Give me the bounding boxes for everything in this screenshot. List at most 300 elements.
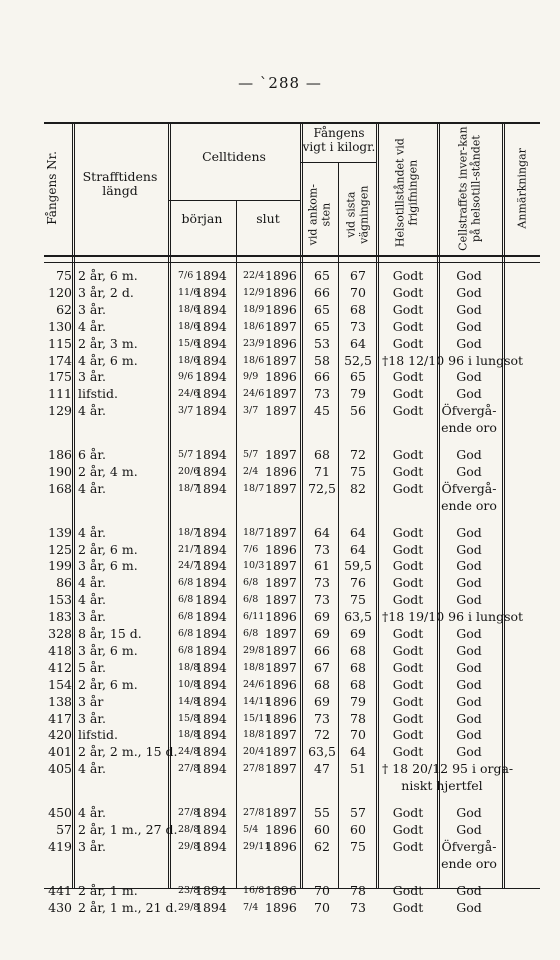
weight-arrival: 60: [314, 821, 330, 837]
health-at-release: Godt: [392, 268, 424, 283]
table-row: [0, 386, 560, 402]
header-health-release: Helsotillståndet vid frigifningen: [393, 138, 419, 248]
cell-effect: God: [456, 642, 482, 658]
weight-last: 68: [350, 676, 366, 692]
cell-effect-cont: ende oro: [441, 855, 497, 871]
prisoner-nr: 186: [48, 447, 72, 462]
cell-start-date: 6/8: [178, 644, 194, 656]
table-row: [0, 883, 560, 899]
weight-last: 51: [350, 761, 366, 777]
weight-arrival: 70: [314, 882, 330, 898]
cell-end-year: 1896: [265, 335, 297, 351]
weight-arrival: 62: [314, 838, 330, 854]
cell-effect: God: [456, 463, 482, 479]
weight-arrival: 55: [314, 805, 330, 820]
cell-start-date: 6/8: [178, 594, 194, 606]
cell-end-year: 1897: [265, 558, 297, 574]
health-at-release: Godt: [392, 693, 424, 709]
cell-end-date: 18/7: [243, 526, 265, 538]
cell-effect-cont: ende oro: [441, 420, 497, 436]
weight-arrival: 66: [314, 369, 330, 385]
cell-end-year: 1897: [265, 318, 297, 334]
cell-end-date: 24/6: [243, 678, 265, 690]
cell-end-year: 1897: [265, 626, 297, 641]
cell-start-year: 1894: [195, 899, 227, 915]
cell-end-date: 18/7: [243, 482, 265, 494]
health-at-release: Godt: [392, 335, 424, 351]
cell-start-year: 1894: [195, 592, 227, 608]
prisoner-nr: 175: [48, 369, 72, 385]
sentence-length: 5 år.: [78, 659, 106, 675]
header-bottom-rule: [44, 255, 540, 257]
prisoner-nr: 430: [48, 899, 72, 915]
cell-end-date: 7/4: [243, 901, 259, 913]
sentence-length: 2 år, 6 m.: [78, 541, 138, 557]
cell-end-date: 24/6: [243, 388, 265, 400]
health-at-release: Godt: [392, 284, 424, 300]
cell-effect: God: [456, 676, 482, 692]
cell-end-year: 1897: [265, 592, 297, 608]
cell-start-year: 1894: [195, 463, 227, 479]
sentence-length: 4 år.: [78, 524, 106, 540]
cell-end-year: 1896: [265, 301, 297, 317]
table-row: [0, 744, 560, 760]
weight-last: 70: [350, 284, 366, 300]
prisoner-nr: 120: [48, 284, 72, 300]
cell-effect: God: [456, 268, 482, 283]
cell-effect: God: [456, 541, 482, 557]
cell-start-date: 29/8: [178, 901, 200, 913]
cell-start-date: 23/8: [178, 884, 200, 896]
cell-end-year: 1897: [265, 575, 297, 591]
cell-end-year: 1897: [265, 524, 297, 540]
weight-arrival: 68: [314, 447, 330, 462]
prisoner-nr: 125: [48, 541, 72, 557]
health-at-release: Godt: [392, 805, 424, 820]
sentence-length: 3 år.: [78, 369, 106, 385]
weight-last: 75: [350, 592, 366, 608]
table-row: [0, 660, 560, 676]
prisoner-nr: 139: [48, 524, 72, 540]
cell-end-year: 1897: [265, 761, 297, 777]
cell-end-date: 10/3: [243, 560, 265, 572]
cell-effect: God: [456, 659, 482, 675]
cell-start-date: 27/8: [178, 763, 200, 775]
cell-start-date: 18/6: [178, 303, 200, 315]
weight-last: 68: [350, 659, 366, 675]
table-row: [0, 643, 560, 659]
table-row: [0, 677, 560, 693]
cell-start-year: 1894: [195, 480, 227, 496]
cell-end-year: 1896: [265, 609, 297, 625]
cell-effect: God: [456, 558, 482, 574]
cell-end-year: 1897: [265, 744, 297, 760]
table-row: [0, 542, 560, 558]
cell-start-year: 1894: [195, 642, 227, 658]
cell-end-date: 5/7: [243, 449, 259, 460]
cell-effect: Öfvergå-: [441, 838, 497, 854]
weight-last: 68: [350, 642, 366, 658]
cell-end-date: 3/7: [243, 405, 259, 417]
table-row: [0, 447, 560, 463]
table-row: [0, 575, 560, 591]
weight-arrival: 70: [314, 899, 330, 915]
prisoner-nr: 75: [56, 268, 72, 283]
cell-effect: God: [456, 592, 482, 608]
health-at-release: Godt: [392, 821, 424, 837]
sentence-length: 3 år: [78, 693, 104, 709]
table-row: [0, 822, 560, 838]
cell-start-year: 1894: [195, 805, 227, 820]
weight-arrival: 67: [314, 659, 330, 675]
table-row: [0, 609, 560, 625]
weight-arrival: 63,5: [308, 744, 336, 760]
cell-effect: God: [456, 710, 482, 726]
weight-arrival: 72: [314, 727, 330, 743]
weight-last: 68: [350, 301, 366, 317]
table-row: [0, 558, 560, 574]
cell-start-year: 1894: [195, 541, 227, 557]
weight-arrival: 47: [314, 761, 330, 777]
weight-last: 73: [350, 318, 366, 334]
cell-effect: God: [456, 369, 482, 385]
cell-end-date: 27/8: [243, 807, 265, 818]
health-at-release: Godt: [392, 882, 424, 898]
weight-last: 63,5: [344, 609, 372, 625]
weight-last: 79: [350, 386, 366, 402]
cell-start-year: 1894: [195, 626, 227, 641]
table-row: [0, 805, 560, 821]
health-at-release: Godt: [392, 626, 424, 641]
weight-last: 64: [350, 335, 366, 351]
health-at-release: Godt: [392, 592, 424, 608]
sentence-length: 2 år, 1 m., 27 d.: [78, 821, 178, 837]
weight-last: 72: [350, 447, 366, 462]
weight-arrival: 66: [314, 642, 330, 658]
weight-last: 67: [350, 268, 366, 283]
cell-start-year: 1894: [195, 301, 227, 317]
table-row-continuation: [0, 498, 560, 514]
cell-effect: God: [456, 626, 482, 641]
sentence-length: 4 år.: [78, 805, 106, 820]
cell-start-year: 1894: [195, 558, 227, 574]
cell-effect: God: [456, 882, 482, 898]
header-prisoner-nr: Fångens Nr.: [45, 151, 60, 225]
cell-start-year: 1894: [195, 284, 227, 300]
sentence-length: 3 år.: [78, 301, 106, 317]
cell-effect: God: [456, 301, 482, 317]
cell-end-date: 6/8: [243, 577, 259, 589]
sentence-length: 4 år.: [78, 592, 106, 608]
prisoner-nr: 418: [48, 642, 72, 658]
cell-effect-cont: ende oro: [441, 497, 497, 513]
health-at-release: Godt: [392, 480, 424, 496]
cell-start-date: 9/6: [178, 371, 194, 383]
table-row: [0, 302, 560, 318]
table-row: [0, 353, 560, 369]
header-weight-group: Fångens vigt i kilogr.: [302, 126, 376, 154]
cell-end-date: 12/9: [243, 286, 265, 298]
weight-last: 57: [350, 805, 366, 820]
cell-start-year: 1894: [195, 318, 227, 334]
cell-effect: God: [456, 744, 482, 760]
weight-arrival: 61: [314, 558, 330, 574]
cell-start-year: 1894: [195, 727, 227, 743]
health-at-release: Godt: [392, 301, 424, 317]
cell-end-date: 16/8: [243, 884, 265, 896]
cell-start-year: 1894: [195, 524, 227, 540]
cell-end-year: 1897: [265, 727, 297, 743]
cell-start-date: 3/7: [178, 405, 194, 417]
health-at-release: Godt: [392, 642, 424, 658]
cell-start-year: 1894: [195, 447, 227, 462]
cell-start-date: 14/8: [178, 695, 200, 707]
cell-end-year: 1896: [265, 710, 297, 726]
table-row: [0, 592, 560, 608]
cell-start-date: 24/8: [178, 746, 200, 758]
prisoner-nr: 441: [48, 882, 72, 898]
prisoner-nr: 401: [48, 744, 72, 760]
table-row: [0, 694, 560, 710]
death-note-cont: niskt hjertfel: [401, 778, 483, 794]
cell-effect: God: [456, 386, 482, 402]
cell-start-date: 15/8: [178, 712, 200, 724]
weight-arrival: 73: [314, 575, 330, 591]
cell-start-year: 1894: [195, 386, 227, 402]
cell-start-date: 18/7: [178, 482, 200, 494]
cell-end-date: 15/11: [243, 712, 271, 724]
cell-start-year: 1894: [195, 821, 227, 837]
health-at-release: Godt: [392, 541, 424, 557]
table-row: [0, 761, 560, 777]
table-row: [0, 481, 560, 497]
cell-start-year: 1894: [195, 693, 227, 709]
health-at-release: Godt: [392, 575, 424, 591]
cell-start-year: 1894: [195, 268, 227, 283]
cell-start-date: 18/6: [178, 320, 200, 332]
weight-last: 69: [350, 626, 366, 641]
sentence-length: 4 år.: [78, 403, 106, 419]
weight-last: 78: [350, 710, 366, 726]
cell-effect: God: [456, 899, 482, 915]
table-row: [0, 336, 560, 352]
cell-start-year: 1894: [195, 676, 227, 692]
cell-start-date: 18/6: [178, 354, 200, 366]
cell-start-year: 1894: [195, 575, 227, 591]
cell-end-date: 18/8: [243, 661, 265, 673]
sentence-length: 3 år, 6 m.: [78, 558, 138, 574]
weight-last: 73: [350, 899, 366, 915]
prisoner-nr: 419: [48, 838, 72, 854]
health-at-release: Godt: [392, 899, 424, 915]
sentence-length: 2 år, 4 m.: [78, 463, 138, 479]
weight-arrival: 58: [314, 352, 330, 368]
weight-arrival: 65: [314, 268, 330, 283]
cell-start-year: 1894: [195, 609, 227, 625]
prisoner-nr: 417: [48, 710, 72, 726]
weight-last: 59,5: [344, 558, 372, 574]
sentence-length: 3 år, 6 m.: [78, 642, 138, 658]
weight-arrival: 66: [314, 284, 330, 300]
cell-end-year: 1896: [265, 899, 297, 915]
cell-end-date: 29/8: [243, 644, 265, 656]
prisoner-nr: 154: [48, 676, 72, 692]
table-row-continuation: [0, 778, 560, 794]
weight-last: 75: [350, 838, 366, 854]
weight-last: 64: [350, 541, 366, 557]
weight-last: 70: [350, 727, 366, 743]
health-at-release: Godt: [392, 386, 424, 402]
prisoner-nr: 115: [48, 335, 72, 351]
health-at-release: Godt: [392, 744, 424, 760]
sentence-length: 3 år.: [78, 838, 106, 854]
sentence-length: 6 år.: [78, 447, 106, 462]
sentence-length: lifstid.: [78, 727, 119, 743]
prisoner-nr: 111: [48, 386, 72, 402]
cell-end-year: 1896: [265, 882, 297, 898]
weight-arrival: 73: [314, 592, 330, 608]
cell-end-year: 1896: [265, 463, 297, 479]
weight-last: 65: [350, 369, 366, 385]
cell-start-year: 1894: [195, 838, 227, 854]
header-weight-arrival: vid ankom-sten: [306, 183, 332, 246]
cell-time-subrule: [168, 200, 300, 201]
cell-effect: God: [456, 821, 482, 837]
cell-end-year: 1896: [265, 268, 297, 283]
health-at-release: Godt: [392, 524, 424, 540]
cell-effect: God: [456, 575, 482, 591]
weight-arrival: 71: [314, 463, 330, 479]
page-number: — ˋ288 —: [238, 74, 322, 92]
table-row: [0, 711, 560, 727]
prisoner-nr: 138: [48, 693, 72, 709]
sentence-length: 3 år.: [78, 710, 106, 726]
cell-end-year: 1897: [265, 480, 297, 496]
cell-end-date: 7/6: [243, 543, 259, 555]
table-row: [0, 525, 560, 541]
cell-start-date: 20/6: [178, 465, 200, 477]
header-sentence-length: Strafftidens längd: [82, 169, 158, 199]
weight-arrival: 73: [314, 541, 330, 557]
health-at-release: Godt: [392, 558, 424, 574]
cell-start-year: 1894: [195, 335, 227, 351]
cell-effect: God: [456, 805, 482, 820]
cell-end-date: 18/9: [243, 303, 265, 315]
weight-arrival: 45: [314, 403, 330, 419]
sentence-length: 8 år, 15 d.: [78, 626, 142, 641]
cell-start-date: 24/6: [178, 388, 200, 400]
cell-start-year: 1894: [195, 403, 227, 419]
table-row: [0, 464, 560, 480]
cell-effect: God: [456, 318, 482, 334]
health-at-release: Godt: [392, 676, 424, 692]
sentence-length: 2 år, 6 m.: [78, 676, 138, 692]
sentence-length: 2 år, 3 m.: [78, 335, 138, 351]
weight-subrule: [300, 162, 376, 163]
weight-last: 56: [350, 403, 366, 419]
cell-effect: God: [456, 727, 482, 743]
cell-start-year: 1894: [195, 659, 227, 675]
header-cell-end: slut: [256, 211, 280, 226]
header-weight-last: vid sista vägningen: [344, 185, 370, 244]
prisoner-nr: 130: [48, 318, 72, 334]
weight-last: 52,5: [344, 352, 372, 368]
prisoner-nr: 153: [48, 592, 72, 608]
sentence-length: 4 år, 6 m.: [78, 352, 138, 368]
prisoner-nr: 168: [48, 480, 72, 496]
prisoner-nr: 183: [48, 609, 72, 625]
prisoner-nr: 199: [48, 558, 72, 574]
cell-start-date: 15/6: [178, 337, 200, 349]
cell-end-year: 1896: [265, 821, 297, 837]
weight-last: 82: [350, 480, 366, 496]
cell-end-year: 1897: [265, 659, 297, 675]
cell-end-year: 1897: [265, 386, 297, 402]
cell-start-date: 21/7: [178, 543, 200, 555]
cell-end-date: 27/8: [243, 763, 265, 775]
health-at-release: Godt: [392, 369, 424, 385]
cell-start-date: 27/8: [178, 807, 200, 818]
cell-start-date: 7/6: [178, 270, 194, 281]
weight-last: 78: [350, 882, 366, 898]
cell-end-date: 18/6: [243, 354, 265, 366]
cell-end-year: 1896: [265, 541, 297, 557]
cell-effect: Öfvergå-: [441, 403, 497, 419]
prisoner-nr: 190: [48, 463, 72, 479]
cell-start-date: 5/7: [178, 449, 194, 460]
sentence-length: 3 år, 2 d.: [78, 284, 134, 300]
cell-end-year: 1896: [265, 676, 297, 692]
table-row-continuation: [0, 856, 560, 872]
weight-last: 79: [350, 693, 366, 709]
prisoner-nr: 450: [48, 805, 72, 820]
health-at-release: Godt: [392, 727, 424, 743]
sentence-length: 3 år.: [78, 609, 106, 625]
sentence-length: 2 år, 1 m., 21 d.: [78, 899, 178, 915]
cell-start-year: 1894: [195, 710, 227, 726]
health-at-release: Godt: [392, 318, 424, 334]
sentence-length: 4 år.: [78, 318, 106, 334]
weight-arrival: 53: [314, 335, 330, 351]
weight-last: 64: [350, 744, 366, 760]
cell-end-year: 1897: [265, 403, 297, 419]
cell-end-date: 18/8: [243, 729, 265, 741]
table-row-continuation: [0, 420, 560, 436]
cell-start-date: 6/8: [178, 577, 194, 589]
cell-start-date: 18/8: [178, 661, 200, 673]
cell-start-date: 10/8: [178, 678, 200, 690]
cell-effect: God: [456, 693, 482, 709]
cell-end-date: 5/4: [243, 823, 259, 835]
cell-end-year: 1897: [265, 447, 297, 462]
cell-effect: God: [456, 284, 482, 300]
sentence-length: 4 år.: [78, 761, 106, 777]
weight-arrival: 73: [314, 710, 330, 726]
cell-start-date: 28/8: [178, 823, 200, 835]
cell-end-date: 20/4: [243, 746, 265, 758]
cell-end-date: 6/8: [243, 594, 259, 606]
weight-last: 64: [350, 524, 366, 540]
cell-end-date: 9/9: [243, 371, 259, 383]
health-at-release: Godt: [392, 463, 424, 479]
health-at-release: Godt: [392, 710, 424, 726]
cell-end-year: 1897: [265, 352, 297, 368]
health-at-release: Godt: [392, 659, 424, 675]
health-at-release: Godt: [392, 403, 424, 419]
death-note: †18 19/10 96 i lungsot: [382, 609, 524, 625]
weight-arrival: 72,5: [308, 480, 336, 496]
cell-end-year: 1897: [265, 642, 297, 658]
